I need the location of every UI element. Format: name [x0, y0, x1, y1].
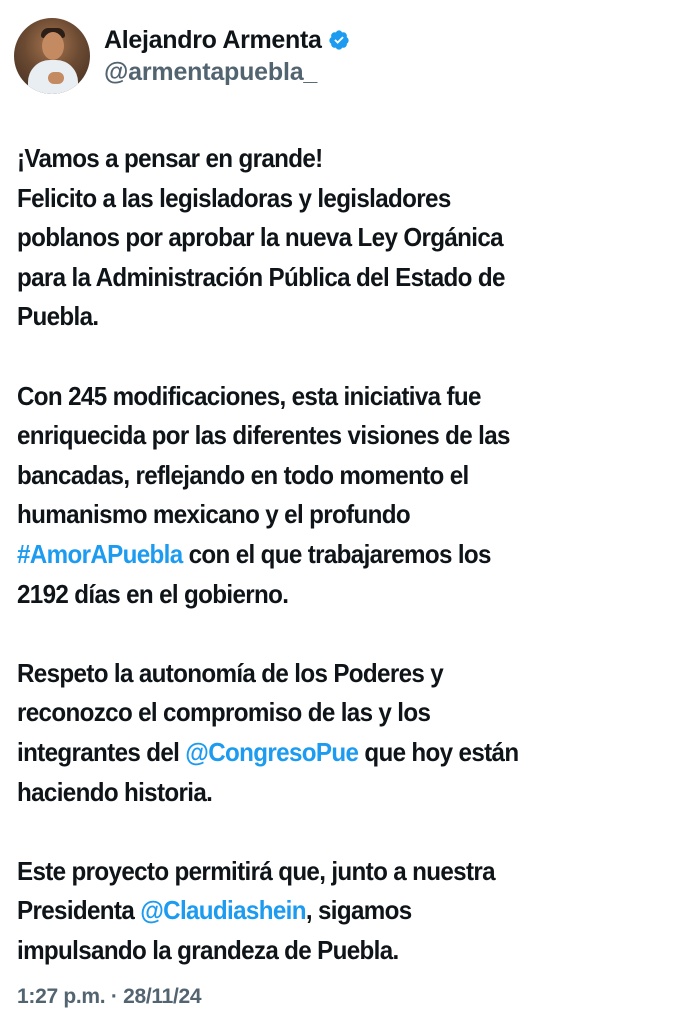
avatar-face: [42, 32, 64, 60]
tweet-line: [17, 852, 627, 892]
mention-link-congresopue[interactable]: @CongresoPue: [185, 736, 359, 767]
hashtag-link[interactable]: #AmorAPuebla: [17, 538, 183, 569]
tweet-line: [17, 258, 627, 298]
tweet-line: [17, 773, 627, 813]
text-segment: ¡Vamos a pensar en grande!: [17, 143, 323, 173]
text-segment: haciendo historia.: [17, 776, 213, 807]
text-segment: para la Administración Pública del Estado de: [17, 261, 505, 292]
tweet-line: [17, 575, 627, 615]
text-segment: impulsando la grandeza de Puebla.: [17, 934, 399, 965]
author-handle[interactable]: @armentapuebla_: [104, 58, 318, 86]
tweet-line: [17, 733, 627, 773]
text-segment: Presidenta: [17, 895, 141, 926]
verified-badge-icon: [328, 29, 350, 51]
author-display-name[interactable]: Alejandro Armenta: [104, 26, 322, 54]
tweet-line: [17, 931, 627, 971]
tweet-line: [17, 297, 627, 337]
name-row: [104, 24, 350, 56]
tweet-line: [17, 218, 627, 258]
tweet-timestamp[interactable]: 1:27 p.m. · 28/11/24: [17, 985, 202, 1008]
text-segment: Respeto la autonomía de los Poderes y: [17, 657, 444, 688]
tweet-header: [14, 16, 350, 96]
tweet-line: [17, 535, 627, 575]
tweet-text: [17, 139, 673, 970]
text-segment: con el que trabajaremos los: [182, 538, 491, 569]
text-segment: , sigamos: [305, 895, 412, 926]
tweet-line: [17, 179, 627, 219]
avatar-hand: [48, 72, 64, 84]
tweet-line: [17, 456, 627, 496]
text-segment: Con 245 modificaciones, esta iniciativa fue: [17, 380, 481, 411]
tweet-line: [17, 693, 627, 733]
text-segment: humanismo mexicano y el profundo: [17, 499, 410, 530]
author-info: [104, 24, 350, 88]
tweet-line: [17, 416, 627, 456]
text-segment: enriquecida por las diferentes visiones de las: [17, 420, 510, 451]
paragraph-gap: [17, 812, 673, 852]
text-segment: reconozco el compromiso de las y los: [17, 697, 431, 728]
text-segment: Este proyecto permitirá que, junto a nuestra: [17, 855, 495, 886]
avatar[interactable]: [14, 18, 90, 94]
text-segment: poblanos por aprobar la nueva Ley Orgánica: [17, 222, 503, 253]
text-segment: 2192 días en el gobierno.: [17, 578, 289, 609]
text-segment: bancadas, reflejando en todo momento el: [17, 459, 469, 490]
text-segment: integrantes del: [17, 736, 186, 767]
paragraph-gap: [17, 337, 673, 377]
tweet-line: [17, 377, 627, 417]
tweet-line: [17, 495, 627, 535]
paragraph-gap: [17, 614, 673, 654]
tweet-line: [17, 139, 627, 179]
mention-link-claudiashein[interactable]: @Claudiashein: [140, 895, 306, 926]
tweet-line: [17, 891, 627, 931]
text-segment: que hoy están: [358, 736, 519, 767]
text-segment: Puebla.: [17, 301, 99, 332]
tweet-line: [17, 654, 627, 694]
text-segment: Felicito a las legisladoras y legisladores: [17, 182, 451, 213]
